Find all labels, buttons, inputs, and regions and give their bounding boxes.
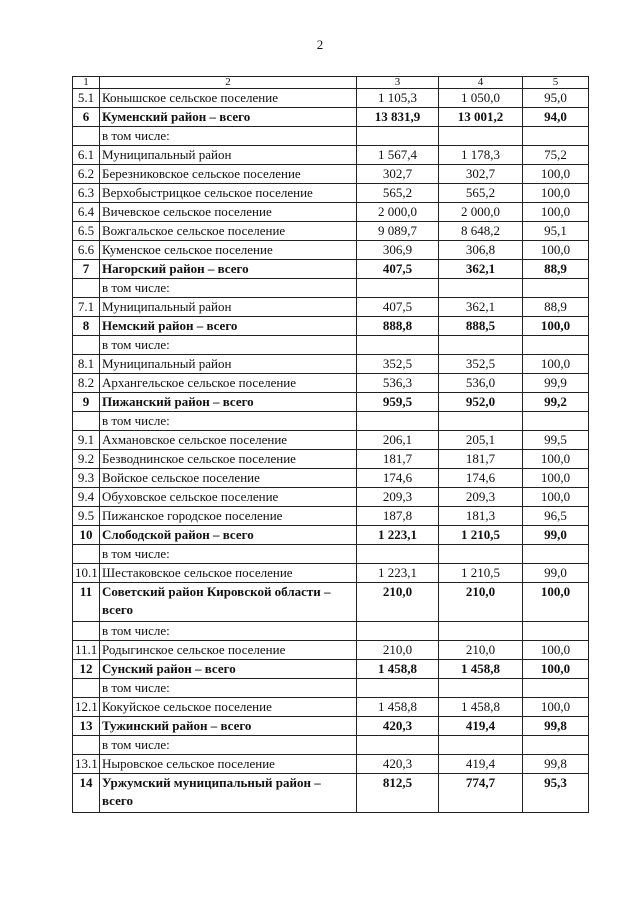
row-name-cell: Войское сельское поселение <box>100 469 357 488</box>
row-index-cell: 12 <box>73 660 100 679</box>
planned-value-cell: 209,3 <box>357 488 439 507</box>
planned-value-cell <box>357 679 439 698</box>
planned-value-cell: 407,5 <box>357 260 439 279</box>
planned-value-cell: 812,5 <box>357 774 439 813</box>
planned-value-cell: 181,7 <box>357 450 439 469</box>
table-row <box>73 336 589 355</box>
header-cell: 4 <box>439 77 523 89</box>
row-name-cell: Архангельское сельское поселение <box>100 374 357 393</box>
actual-value-cell: 174,6 <box>439 469 523 488</box>
table-row <box>73 583 589 622</box>
planned-value-cell: 306,9 <box>357 241 439 260</box>
table-row <box>73 374 589 393</box>
table-row <box>73 698 589 717</box>
percent-cell <box>523 545 589 564</box>
planned-value-cell: 187,8 <box>357 507 439 526</box>
row-name-cell: Тужинский район – всего <box>100 717 357 736</box>
actual-value-cell: 8 648,2 <box>439 222 523 241</box>
actual-value-cell: 205,1 <box>439 431 523 450</box>
planned-value-cell <box>357 622 439 641</box>
row-name-cell: в том числе: <box>100 679 357 698</box>
table-row <box>73 641 589 660</box>
actual-value-cell: 352,5 <box>439 355 523 374</box>
row-index-cell <box>73 279 100 298</box>
row-index-cell: 6.2 <box>73 165 100 184</box>
actual-value-cell: 13 001,2 <box>439 108 523 127</box>
percent-cell: 100,0 <box>523 698 589 717</box>
row-index-cell: 10.1 <box>73 564 100 583</box>
row-name-cell: Муниципальный район <box>100 146 357 165</box>
planned-value-cell: 1 105,3 <box>357 89 439 108</box>
percent-cell: 99,9 <box>523 374 589 393</box>
table-body <box>73 89 589 813</box>
header-row <box>73 77 589 89</box>
planned-value-cell <box>357 545 439 564</box>
actual-value-cell <box>439 736 523 755</box>
row-index-cell: 6.3 <box>73 184 100 203</box>
actual-value-cell <box>439 279 523 298</box>
row-name-cell: Советский район Кировской области – всего <box>100 583 357 622</box>
percent-cell: 100,0 <box>523 641 589 660</box>
row-name-cell: в том числе: <box>100 412 357 431</box>
table-row <box>73 146 589 165</box>
table-row <box>73 184 589 203</box>
actual-value-cell: 1 458,8 <box>439 660 523 679</box>
planned-value-cell: 9 089,7 <box>357 222 439 241</box>
table-row <box>73 450 589 469</box>
header-cell: 5 <box>523 77 589 89</box>
row-index-cell: 8.1 <box>73 355 100 374</box>
actual-value-cell: 306,8 <box>439 241 523 260</box>
row-index-cell: 6.5 <box>73 222 100 241</box>
percent-cell: 100,0 <box>523 583 589 622</box>
percent-cell: 100,0 <box>523 184 589 203</box>
percent-cell: 100,0 <box>523 469 589 488</box>
row-index-cell: 9.5 <box>73 507 100 526</box>
row-name-cell: Вожгальское сельское поселение <box>100 222 357 241</box>
actual-value-cell <box>439 127 523 146</box>
planned-value-cell: 174,6 <box>357 469 439 488</box>
row-name-cell: Немский район – всего <box>100 317 357 336</box>
row-name-cell: Шестаковское сельское поселение <box>100 564 357 583</box>
row-name-cell: Пижанский район – всего <box>100 393 357 412</box>
table-row <box>73 774 589 813</box>
percent-cell: 100,0 <box>523 660 589 679</box>
row-name-cell: Конышское сельское поселение <box>100 89 357 108</box>
table-row <box>73 241 589 260</box>
row-index-cell: 7 <box>73 260 100 279</box>
actual-value-cell: 536,0 <box>439 374 523 393</box>
row-name-cell: в том числе: <box>100 336 357 355</box>
row-name-cell: в том числе: <box>100 736 357 755</box>
table-row <box>73 545 589 564</box>
actual-value-cell: 419,4 <box>439 717 523 736</box>
table-row <box>73 736 589 755</box>
row-index-cell: 9.1 <box>73 431 100 450</box>
actual-value-cell: 774,7 <box>439 774 523 813</box>
row-index-cell: 7.1 <box>73 298 100 317</box>
percent-cell: 88,9 <box>523 298 589 317</box>
row-index-cell: 6.4 <box>73 203 100 222</box>
table-row <box>73 317 589 336</box>
budget-table <box>72 76 589 813</box>
row-index-cell: 9.3 <box>73 469 100 488</box>
actual-value-cell: 302,7 <box>439 165 523 184</box>
actual-value-cell: 1 210,5 <box>439 526 523 545</box>
actual-value-cell: 565,2 <box>439 184 523 203</box>
table-row <box>73 526 589 545</box>
row-index-cell <box>73 336 100 355</box>
actual-value-cell: 419,4 <box>439 755 523 774</box>
planned-value-cell: 536,3 <box>357 374 439 393</box>
actual-value-cell: 2 000,0 <box>439 203 523 222</box>
planned-value-cell: 302,7 <box>357 165 439 184</box>
table-row <box>73 660 589 679</box>
row-index-cell: 10 <box>73 526 100 545</box>
percent-cell: 75,2 <box>523 146 589 165</box>
percent-cell: 99,0 <box>523 526 589 545</box>
row-index-cell <box>73 679 100 698</box>
row-index-cell: 14 <box>73 774 100 813</box>
row-name-cell: в том числе: <box>100 545 357 564</box>
row-name-cell: Сунский район – всего <box>100 660 357 679</box>
row-name-cell: Ныровское сельское поселение <box>100 755 357 774</box>
percent-cell: 95,3 <box>523 774 589 813</box>
percent-cell: 100,0 <box>523 355 589 374</box>
planned-value-cell <box>357 412 439 431</box>
table-row <box>73 89 589 108</box>
row-index-cell <box>73 622 100 641</box>
percent-cell: 99,2 <box>523 393 589 412</box>
row-name-cell: Муниципальный район <box>100 298 357 317</box>
header-cell: 2 <box>100 77 357 89</box>
actual-value-cell: 181,7 <box>439 450 523 469</box>
percent-cell <box>523 736 589 755</box>
actual-value-cell <box>439 545 523 564</box>
table-row <box>73 755 589 774</box>
actual-value-cell: 1 458,8 <box>439 698 523 717</box>
table-row <box>73 298 589 317</box>
row-name-cell: Верхобыстрицкое сельское поселение <box>100 184 357 203</box>
row-index-cell: 11.1 <box>73 641 100 660</box>
row-name-cell: Уржумский муниципальный район – всего <box>100 774 357 813</box>
actual-value-cell <box>439 412 523 431</box>
percent-cell: 94,0 <box>523 108 589 127</box>
table-row <box>73 203 589 222</box>
actual-value-cell: 952,0 <box>439 393 523 412</box>
table-row <box>73 222 589 241</box>
planned-value-cell: 1 458,8 <box>357 660 439 679</box>
table-row <box>73 431 589 450</box>
row-name-cell: Кокуйское сельское поселение <box>100 698 357 717</box>
row-index-cell: 5.1 <box>73 89 100 108</box>
percent-cell <box>523 412 589 431</box>
row-name-cell: Безводнинское сельское поселение <box>100 450 357 469</box>
percent-cell: 100,0 <box>523 450 589 469</box>
table-row <box>73 393 589 412</box>
planned-value-cell: 352,5 <box>357 355 439 374</box>
row-name-cell: в том числе: <box>100 127 357 146</box>
row-index-cell: 11 <box>73 583 100 622</box>
planned-value-cell: 888,8 <box>357 317 439 336</box>
percent-cell <box>523 336 589 355</box>
table-row <box>73 679 589 698</box>
row-index-cell: 13 <box>73 717 100 736</box>
header-cell: 3 <box>357 77 439 89</box>
percent-cell: 100,0 <box>523 203 589 222</box>
percent-cell: 99,8 <box>523 717 589 736</box>
row-index-cell: 9.2 <box>73 450 100 469</box>
actual-value-cell: 888,5 <box>439 317 523 336</box>
percent-cell: 88,9 <box>523 260 589 279</box>
planned-value-cell: 420,3 <box>357 755 439 774</box>
row-name-cell: в том числе: <box>100 622 357 641</box>
planned-value-cell <box>357 736 439 755</box>
row-name-cell: Нагорский район – всего <box>100 260 357 279</box>
actual-value-cell <box>439 679 523 698</box>
percent-cell: 100,0 <box>523 241 589 260</box>
table-row <box>73 108 589 127</box>
actual-value-cell: 210,0 <box>439 583 523 622</box>
table-row <box>73 127 589 146</box>
percent-cell <box>523 127 589 146</box>
actual-value-cell <box>439 336 523 355</box>
percent-cell: 95,1 <box>523 222 589 241</box>
row-index-cell: 8 <box>73 317 100 336</box>
row-index-cell: 6.1 <box>73 146 100 165</box>
row-name-cell: Вичевское сельское поселение <box>100 203 357 222</box>
planned-value-cell: 1 223,1 <box>357 564 439 583</box>
table-row <box>73 488 589 507</box>
percent-cell: 95,0 <box>523 89 589 108</box>
percent-cell <box>523 679 589 698</box>
row-name-cell: в том числе: <box>100 279 357 298</box>
planned-value-cell <box>357 127 439 146</box>
row-index-cell: 13.1 <box>73 755 100 774</box>
percent-cell <box>523 622 589 641</box>
table-row <box>73 412 589 431</box>
row-name-cell: Обуховское сельское поселение <box>100 488 357 507</box>
planned-value-cell: 407,5 <box>357 298 439 317</box>
page-number: 2 <box>316 37 324 52</box>
planned-value-cell: 210,0 <box>357 641 439 660</box>
planned-value-cell: 1 458,8 <box>357 698 439 717</box>
row-index-cell <box>73 545 100 564</box>
row-index-cell: 9.4 <box>73 488 100 507</box>
row-name-cell: Куменский район – всего <box>100 108 357 127</box>
row-name-cell: Родыгинское сельское поселение <box>100 641 357 660</box>
planned-value-cell: 206,1 <box>357 431 439 450</box>
actual-value-cell: 209,3 <box>439 488 523 507</box>
actual-value-cell <box>439 622 523 641</box>
planned-value-cell: 13 831,9 <box>357 108 439 127</box>
actual-value-cell: 181,3 <box>439 507 523 526</box>
row-name-cell: Пижанское городское поселение <box>100 507 357 526</box>
actual-value-cell: 1 050,0 <box>439 89 523 108</box>
row-name-cell: Муниципальный район <box>100 355 357 374</box>
percent-cell: 99,5 <box>523 431 589 450</box>
row-index-cell: 6.6 <box>73 241 100 260</box>
row-name-cell: Куменское сельское поселение <box>100 241 357 260</box>
row-index-cell: 12.1 <box>73 698 100 717</box>
table-row <box>73 469 589 488</box>
actual-value-cell: 1 178,3 <box>439 146 523 165</box>
row-index-cell <box>73 412 100 431</box>
percent-cell: 99,8 <box>523 755 589 774</box>
table-row <box>73 717 589 736</box>
percent-cell <box>523 279 589 298</box>
row-name-cell: Ахмановское сельское поселение <box>100 431 357 450</box>
actual-value-cell: 1 210,5 <box>439 564 523 583</box>
row-index-cell: 9 <box>73 393 100 412</box>
table-row <box>73 355 589 374</box>
actual-value-cell: 210,0 <box>439 641 523 660</box>
planned-value-cell: 1 223,1 <box>357 526 439 545</box>
percent-cell: 100,0 <box>523 165 589 184</box>
actual-value-cell: 362,1 <box>439 260 523 279</box>
table-row <box>73 564 589 583</box>
table-row <box>73 165 589 184</box>
percent-cell: 100,0 <box>523 317 589 336</box>
row-name-cell: Слободской район – всего <box>100 526 357 545</box>
percent-cell: 99,0 <box>523 564 589 583</box>
table-row <box>73 507 589 526</box>
header-cell: 1 <box>73 77 100 89</box>
planned-value-cell <box>357 336 439 355</box>
percent-cell: 96,5 <box>523 507 589 526</box>
row-index-cell <box>73 127 100 146</box>
actual-value-cell: 362,1 <box>439 298 523 317</box>
table-row <box>73 279 589 298</box>
planned-value-cell: 1 567,4 <box>357 146 439 165</box>
row-index-cell <box>73 736 100 755</box>
row-index-cell: 8.2 <box>73 374 100 393</box>
planned-value-cell: 420,3 <box>357 717 439 736</box>
planned-value-cell: 2 000,0 <box>357 203 439 222</box>
row-index-cell: 6 <box>73 108 100 127</box>
percent-cell: 100,0 <box>523 488 589 507</box>
row-name-cell: Березниковское сельское поселение <box>100 165 357 184</box>
planned-value-cell <box>357 279 439 298</box>
table-row <box>73 260 589 279</box>
planned-value-cell: 565,2 <box>357 184 439 203</box>
table-row <box>73 622 589 641</box>
planned-value-cell: 210,0 <box>357 583 439 622</box>
planned-value-cell: 959,5 <box>357 393 439 412</box>
